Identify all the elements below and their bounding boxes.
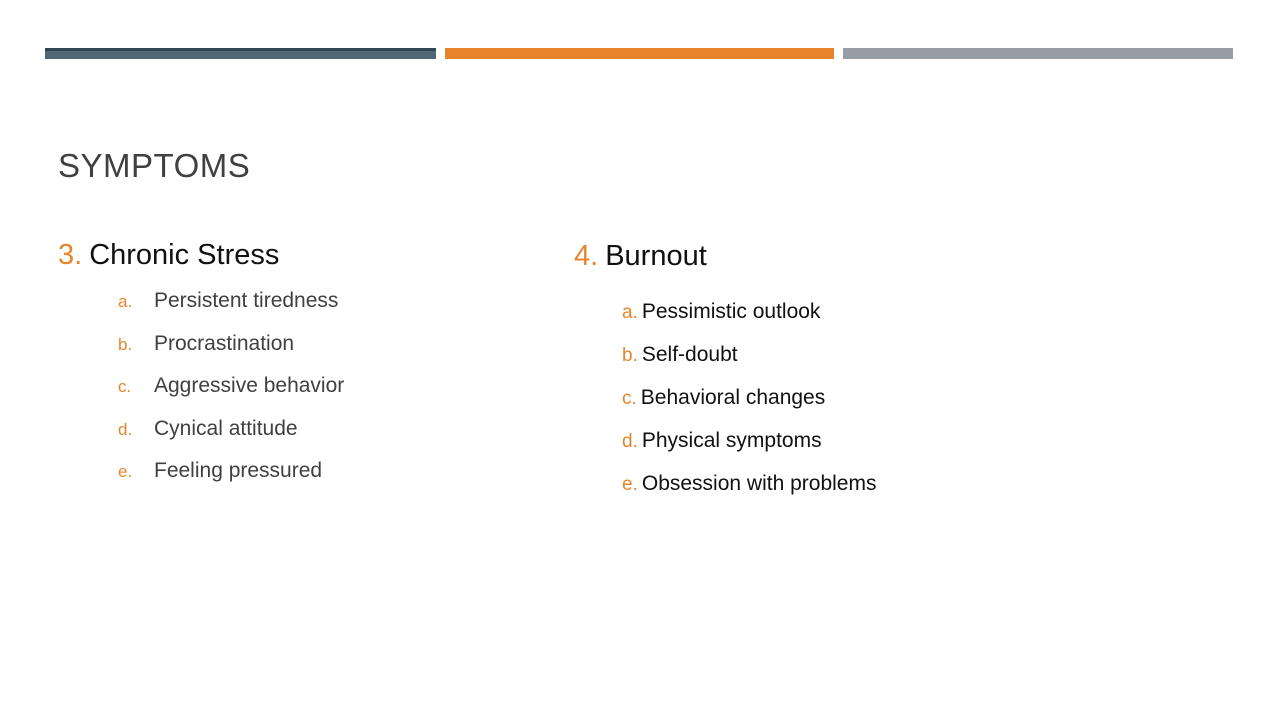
accent-bar-orange — [445, 48, 834, 59]
chronic-stress-heading — [58, 238, 279, 272]
heading-number: 4. — [574, 240, 599, 272]
chronic-stress-list — [118, 287, 344, 500]
item-letter: a. — [622, 302, 638, 323]
item-letter: c. — [622, 388, 637, 409]
item-letter: d. — [622, 431, 638, 452]
list-item — [622, 384, 876, 427]
list-item — [118, 330, 344, 373]
item-text: Self-doubt — [641, 343, 738, 366]
slide-title: SYMPTOMS — [58, 147, 251, 184]
item-text: Aggressive behavior — [154, 374, 345, 397]
item-letter: d. — [118, 419, 133, 439]
list-item — [622, 298, 876, 341]
heading-text: Chronic Stress — [89, 239, 280, 271]
item-text: Physical symptoms — [641, 429, 822, 452]
heading-text: Burnout — [605, 240, 707, 272]
list-item — [118, 372, 344, 415]
item-text: Pessimistic outlook — [641, 300, 821, 323]
list-item — [118, 287, 344, 330]
item-letter: b. — [622, 345, 638, 366]
list-item — [622, 427, 876, 470]
item-text: Behavioral changes — [640, 386, 826, 409]
item-text: Persistent tiredness — [154, 289, 339, 312]
item-letter: e. — [622, 474, 638, 495]
burnout-heading — [574, 239, 707, 273]
item-letter: c. — [118, 377, 132, 396]
item-letter: e. — [118, 462, 133, 481]
accent-bar-dark — [45, 48, 436, 59]
list-item — [118, 415, 344, 458]
item-letter: a. — [118, 292, 133, 311]
item-text: Feeling pressured — [154, 459, 323, 482]
heading-number: 3. — [58, 239, 83, 271]
item-letter: b. — [118, 334, 133, 354]
item-text: Procrastination — [154, 331, 295, 355]
item-text: Cynical attitude — [154, 416, 298, 440]
accent-bar-gray — [843, 48, 1233, 59]
list-item — [622, 341, 876, 384]
burnout-list — [622, 298, 876, 513]
list-item — [622, 470, 876, 513]
item-text: Obsession with problems — [641, 472, 877, 495]
list-item — [118, 457, 344, 500]
